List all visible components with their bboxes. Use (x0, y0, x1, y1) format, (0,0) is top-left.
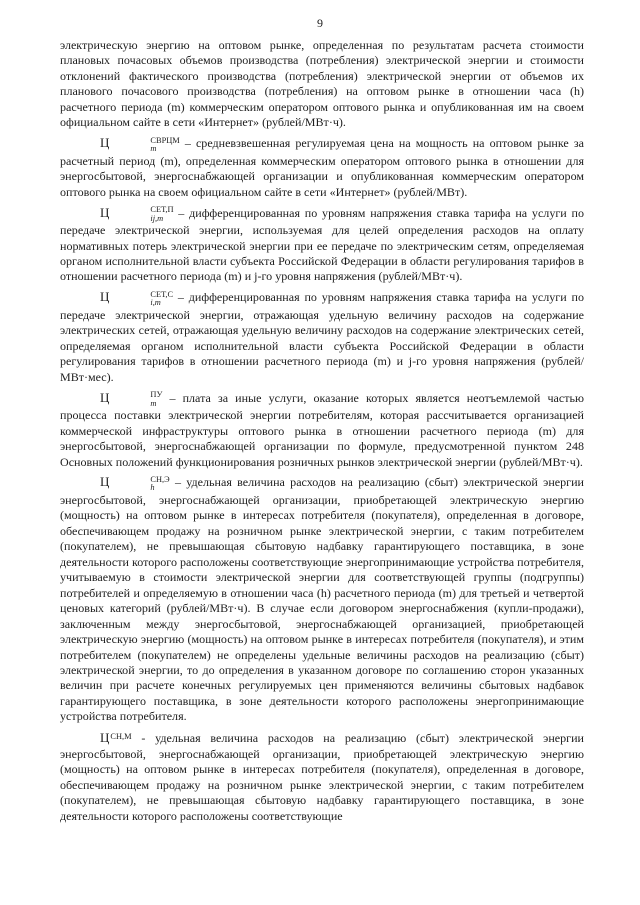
definition-text: – плата за иные услуги, оказание которых является неотъемлемой частью процесса поставки электрической энергии потребителям, которая рассчитывается организацией коммерческой инфраструктуры оптового рынка в отношении расчетного периода (m) для энергосбытовой, энергоснабжающей организации по формуле, предусмотренной пунктом 248 Основных положений функционирования розничных рынков электрической энергии (рублей/МВт·ч). (60, 390, 584, 469)
definition-grid-maintenance-tariff (60, 289, 584, 385)
symbol-energy-sales-cost: Ц СН,Э h (100, 474, 170, 493)
document-body (60, 38, 584, 824)
definition-losses-tariff (60, 205, 584, 285)
definition-average-capacity-price (60, 135, 584, 200)
symbol-capacity-sales-cost: $Ц^{СН,М}$ (100, 730, 132, 746)
definition-energy-sales-cost (60, 474, 584, 724)
symbol-other-services-fee: Ц ПУ m (100, 389, 163, 408)
symbol-grid-maintenance-tariff: Ц СЕТ,С i,m (100, 289, 174, 308)
page-number: 9 (317, 16, 323, 30)
symbol-average-capacity-price: Ц СВРЦМ m (100, 135, 180, 154)
definition-text: – дифференцированная по уровням напряжения ставка тарифа на услуги по передаче электрической энергии, используемая для целей определения расходов на оплату нормативных потерь электрической энергии при ее передаче по электрическим сетям, определяемая органом исполнительной власти субъекта Российской Федерации в области регулирования тарифов в отношении расчетного периода (m) и j-го уровня напряжения (рублей/МВт·ч). (60, 205, 584, 284)
definition-text: – средневзвешенная регулируемая цена на мощность на оптовом рынке за расчетный период (m), определенная коммерческим оператором оптового рынка в отношении для энергосбытовой, энергоснабжающей организации и опубликованная коммерческим оператором оптового рынка на своем официальном сайте в сети «Интернет» (рублей/МВт). (60, 136, 584, 199)
symbol-losses-tariff: Ц СЕТ,П ij,m (100, 204, 174, 223)
intro-paragraph: электрическую энергию на оптовом рынке, определенная по результатам расчета стоимости плановых почасовых объемов производства (потребления) электрической энергии и стоимости отклонений фактического производства (потребления) электрической энергии от объемов их планового почасового производства (потребления) на оптовом рынке в отношении часа (h) расчетного периода (m) коммерческим оператором оптового рынка и опубликованная им на своем официальном сайте в сети «Интернет» (рублей/МВт·ч). (60, 38, 584, 130)
definition-capacity-sales-cost (60, 729, 584, 824)
definition-text: – удельная величина расходов на реализацию (сбыт) электрической энергии энергосбытовой, энергоснабжающей организации, приобретающей электрическую энергию (мощность) на оптовом рынке в интересах потребителя (покупателя), определенная в договоре, обеспечивающем продажу на розничном рынке электрической энергии, с таким потребителем (покупателем), не превышающая сбытовую надбавку гарантирующего поставщика, в зоне деятельности которого расположены соответствующие энергопринимающие устройства потребителя, учитываемую в стоимости электрической энергии для соответствующей группы (подгруппы) потребителей и определяемую в отношении часа (h) расчетного периода (m) для третьей и четвертой ценовых категорий (рублей/МВт·ч). В случае если договором энергоснабжения (купли-продажи), заключенным между энергосбытовой, энергоснабжающей организацией, приобретающей электрическую энергию (мощность) на оптовом рынке в интересах потребителя (покупателя), и этим потребителем (покупателем) не определены удельные величины расходов на реализацию (сбыт) электрической энергии, то до определения в указанном договоре по соглашению сторон указанных величин при расчете конечных регулируемых цен применяются величины сбытовых надбавок гарантирующего поставщика, в зоне деятельности которого расположены энергопринимающие устройства потребителя. (60, 475, 584, 724)
definition-text: – дифференцированная по уровням напряжения ставка тарифа на услуги по передаче электрической энергии, отражающая удельную величину расходов на содержание электрических сетей, отражающая удельную величину расходов на содержание электрических сетей, определяемая органом исполнительной власти субъекта Российской Федерации в области регулирования тарифов в отношении расчетного периода (m) и j-го уровня напряжения (рублей/МВт·мес). (60, 290, 584, 384)
definition-other-services-fee (60, 390, 584, 470)
definition-text: - удельная величина расходов на реализацию (сбыт) электрической энергии энергосбытовой, энергоснабжающей организации, приобретающей электрическую энергию (мощность) на оптовом рынке в интересах потребителя (покупателя), определенная в договоре, обеспечивающем продажу на розничном рынке электрической энергии, с таким потребителем (покупателем), не превышающая сбытовую надбавку гарантирующего поставщика, в зоне деятельности которого расположены соответствующие (60, 731, 584, 823)
